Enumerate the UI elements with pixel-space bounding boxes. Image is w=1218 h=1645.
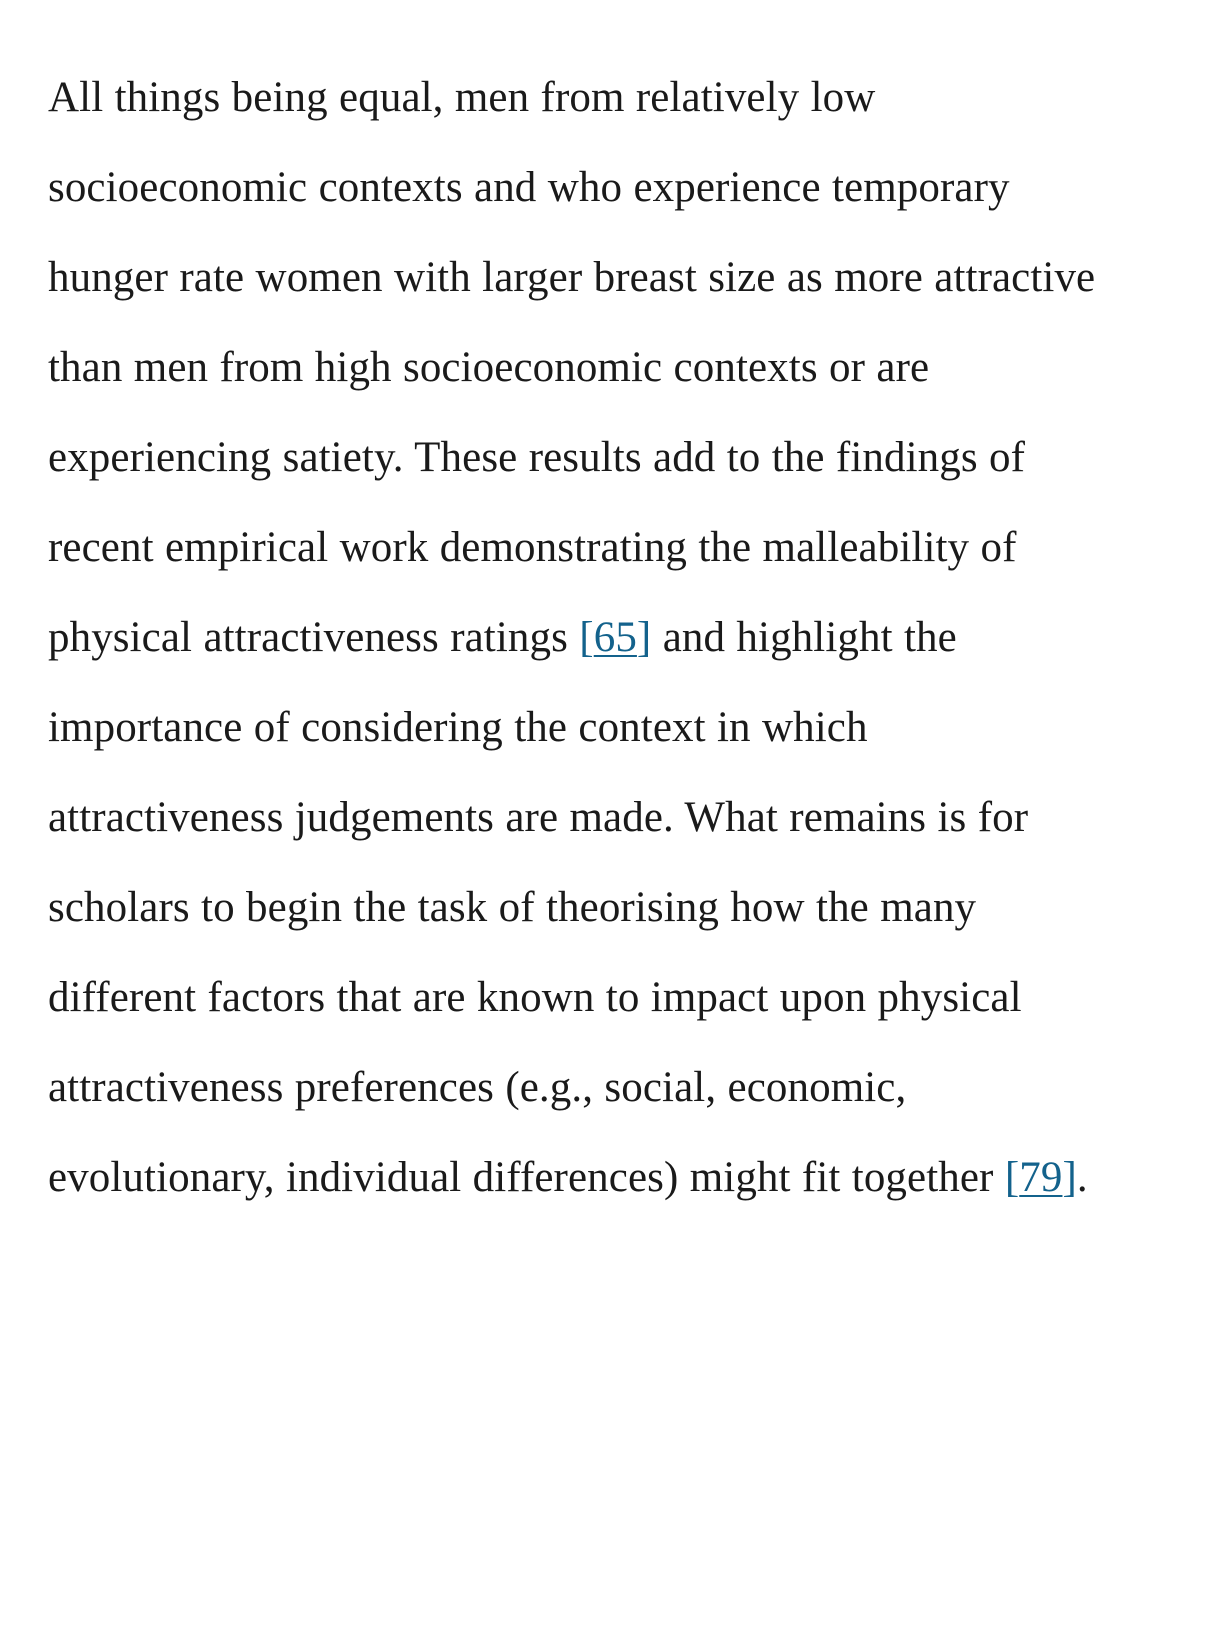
paragraph-text-segment-2: and highlight the importance of considering the context in which attractiveness judgements are made. What remains is for scholars to begin the task of theorising how the many different factors that are known to impact upon physical attractiveness preferences (e.g., social, economic, evolutionary, individual differences) might fit together bbox=[48, 614, 1029, 1201]
body-paragraph bbox=[48, 53, 1108, 1223]
citation-number: 65 bbox=[593, 614, 637, 661]
citation-link-65[interactable] bbox=[579, 614, 651, 661]
paragraph-text-segment-1: All things being equal, men from relatively low socioeconomic contexts and who experience temporary hunger rate women with larger breast size as more attractive than men from high socioeconomic contexts or are experiencing satiety. These results add to the findings of recent empirical work demonstrating the malleability of physical attractiveness ratings bbox=[48, 74, 1096, 661]
citation-number: 79 bbox=[1019, 1154, 1063, 1201]
citation-open-bracket: [ bbox=[1004, 1154, 1020, 1201]
citation-open-bracket: [ bbox=[579, 614, 594, 661]
citation-close-bracket: ] bbox=[636, 614, 652, 661]
paragraph-text-segment-3: . bbox=[1076, 1154, 1088, 1201]
citation-link-79[interactable] bbox=[1005, 1154, 1077, 1201]
citation-close-bracket: ] bbox=[1062, 1154, 1077, 1201]
